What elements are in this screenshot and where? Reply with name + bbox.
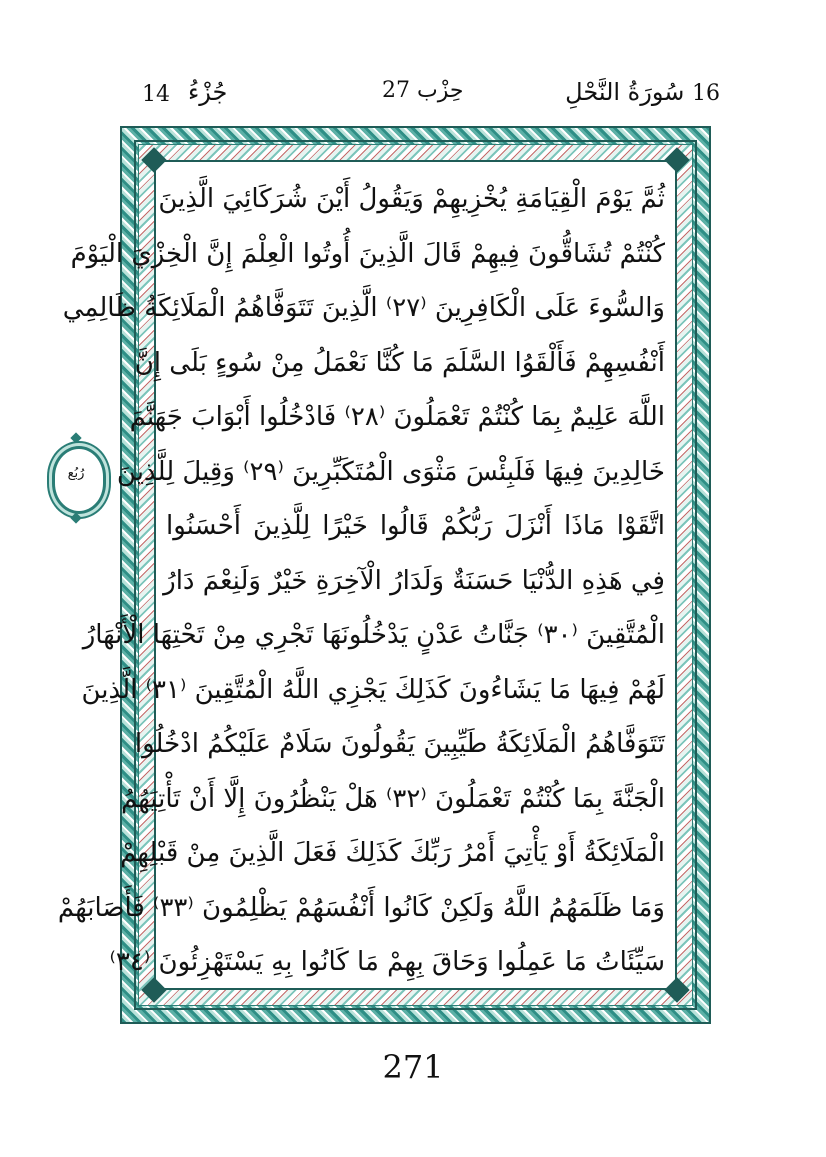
text-line: سَيِّئَاتُ مَا عَمِلُوا وَحَاقَ بِهِمْ مَا كَانُوا بِهِ يَسْتَهْزِئُونَ ⁽٣٤⁾	[109, 947, 665, 977]
rub-label: رُبُع	[67, 466, 85, 481]
text-line: ثُمَّ يَوْمَ الْقِيَامَةِ يُخْزِيهِمْ وَيَقُولُ أَيْنَ شُرَكَائِيَ الَّذِينَ	[158, 184, 665, 214]
juz-number: 14	[142, 82, 170, 107]
surah-name: سُورَةُ النَّحْلِ	[565, 78, 685, 106]
rub-marker-tip-icon	[70, 512, 81, 523]
hizb-label	[382, 78, 463, 103]
text-line: فِي هَذِهِ الدُّنْيَا حَسَنَةٌ وَلَدَارُ الْآخِرَةِ خَيْرٌ وَلَنِعْمَ دَارُ	[163, 565, 665, 596]
juz-label: جُزْءُ	[188, 78, 228, 106]
text-line: تَتَوَفَّاهُمُ الْمَلَائِكَةُ طَيِّبِينَ يَقُولُونَ سَلَامٌ عَلَيْكُمُ ادْخُلُوا	[134, 729, 665, 759]
page-header	[120, 78, 720, 114]
rub-marker	[48, 432, 104, 524]
text-line: كُنْتُمْ تُشَاقُّونَ فِيهِمْ قَالَ الَّذِينَ أُوتُوا الْعِلْمَ إِنَّ الْخِزْيَ الْيَوْمَ	[70, 238, 665, 269]
text-line: لَهُمْ فِيهَا مَا يَشَاءُونَ كَذَلِكَ يَجْزِي اللَّهُ الْمُتَّقِينَ ⁽٣١⁾ الَّذِينَ	[81, 674, 665, 705]
surah-number: 16	[692, 81, 720, 106]
text-line: الْمَلَائِكَةُ أَوْ يَأْتِيَ أَمْرُ رَبِّكَ كَذَلِكَ فَعَلَ الَّذِينَ مِنْ قَبْلِهِمْ	[120, 838, 665, 868]
text-line: اتَّقَوْا مَاذَا أَنْزَلَ رَبُّكُمْ قَالُوا خَيْرًا لِلَّذِينَ أَحْسَنُوا	[166, 511, 665, 541]
surah-title	[565, 78, 720, 106]
hizb-word: حِزْب	[417, 78, 464, 103]
text-line: الْمُتَّقِينَ ⁽٣٠⁾ جَنَّاتُ عَدْنٍ يَدْخُلُونَهَا تَجْرِي مِنْ تَحْتِهَا الْأَنْهَارُ	[82, 620, 665, 650]
text-line: وَالسُّوءَ عَلَى الْكَافِرِينَ ⁽٢٧⁾ الَّذِينَ تَتَوَفَّاهُمُ الْمَلَائِكَةُ ظَالِمِي	[62, 293, 665, 323]
text-line: وَمَا ظَلَمَهُمُ اللَّهُ وَلَكِنْ كَانُوا أَنْفُسَهُمْ يَظْلِمُونَ ⁽٣٣⁾ فَأَصَابَهُمْ	[57, 892, 665, 923]
hizb-number: 27	[382, 78, 410, 103]
text-line: أَنْفُسِهِمْ فَأَلْقَوُا السَّلَمَ مَا كُنَّا نَعْمَلُ مِنْ سُوءٍ بَلَى إِنَّ	[134, 347, 665, 378]
text-line: خَالِدِينَ فِيهَا فَلَبِئْسَ مَثْوَى الْمُتَكَبِّرِينَ ⁽٢٩⁾ وَقِيلَ لِلَّذِينَ	[116, 456, 665, 487]
text-line: اللَّهَ عَلِيمٌ بِمَا كُنْتُمْ تَعْمَلُونَ ⁽٢٨⁾ فَادْخُلُوا أَبْوَابَ جَهَنَّمَ	[129, 402, 665, 432]
page-number: 271	[382, 1048, 444, 1086]
text-line: الْجَنَّةَ بِمَا كُنْتُمْ تَعْمَلُونَ ⁽٣٢⁾ هَلْ يَنْظُرُونَ إِلَّا أَنْ تَأْتِيَهُمُ	[120, 783, 665, 814]
rub-marker-tip-icon	[70, 432, 81, 443]
